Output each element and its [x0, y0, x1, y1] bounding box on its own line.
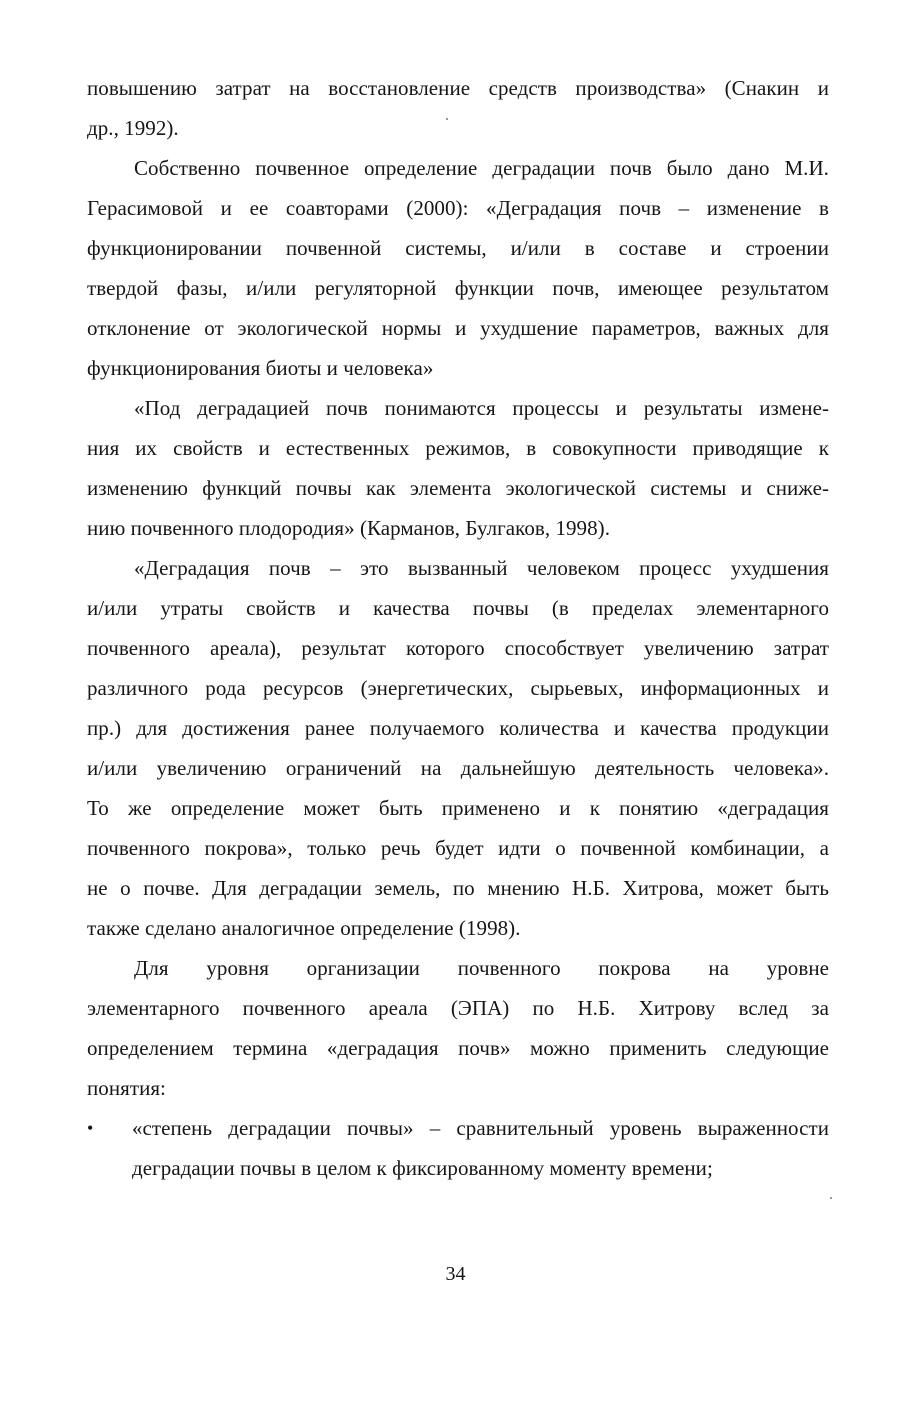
- text-line: понятия:: [87, 1076, 166, 1100]
- text-line: и/или увеличению ограничений на дальнейшую деятельность человека».: [87, 756, 829, 780]
- text-line: почвенного ареала), результат которого способствует увеличению затрат: [87, 636, 829, 660]
- scan-speck: [830, 1197, 832, 1199]
- scan-speck: [446, 118, 448, 120]
- text-line: почвенного покрова», только речь будет идти о почвенной комбинации, а: [87, 836, 829, 860]
- text-line: ния их свойств и естественных режимов, в совокупности приводящие к: [87, 436, 829, 460]
- text-line: различного рода ресурсов (энергетических, сырьевых, информационных и: [87, 676, 829, 700]
- page-number: 34: [445, 1263, 466, 1285]
- text-line: др., 1992).: [87, 116, 179, 140]
- text-line: элементарного почвенного ареала (ЭПА) по Н.Б. Хитрову вслед за: [87, 996, 829, 1020]
- text-line: определением термина «деградация почв» можно применить следующие: [87, 1036, 829, 1060]
- page-body: [87, 68, 829, 1108]
- text-line: То же определение может быть применено и к понятию «деградация: [87, 796, 829, 820]
- text-line: повышению затрат на восстановление средств производства» (Снакин и: [87, 76, 829, 100]
- text-line: отклонение от экологической нормы и ухудшение параметров, важных для: [87, 316, 829, 340]
- text-line: изменению функций почвы как элемента экологической системы и сниже-: [87, 476, 829, 500]
- text-line: и/или утраты свойств и качества почвы (в пределах элементарного: [87, 596, 829, 620]
- text-line: Для уровня организации почвенного покрова на уровне: [134, 956, 829, 980]
- bullet-text-line: [87, 1148, 829, 1188]
- text-line: не о почве. Для деградации земель, по мнению Н.Б. Хитрова, может быть: [87, 876, 829, 900]
- bullet-line-text: «степень деградации почвы» – сравнительный уровень выраженности: [132, 1116, 829, 1140]
- bullet-text-line: [87, 1108, 829, 1148]
- text-line: функционировании почвенной системы, и/или в составе и строении: [87, 236, 829, 260]
- bullet-line-text: деградации почвы в целом к фиксированному моменту времени;: [132, 1156, 713, 1180]
- text-line: пр.) для достижения ранее получаемого количества и качества продукции: [87, 716, 829, 740]
- text-line: функционирования биоты и человека»: [87, 356, 434, 380]
- text-line: «Под деградацией почв понимаются процессы и результаты измене-: [134, 396, 829, 420]
- bullet-icon: •: [87, 1118, 94, 1138]
- text-line: Герасимовой и ее соавторами (2000): «Деградация почв – изменение в: [87, 196, 829, 220]
- text-line: также сделано аналогичное определение (1998).: [87, 916, 521, 940]
- text-line: Собственно почвенное определение деградации почв было дано М.И.: [134, 156, 829, 180]
- text-line: твердой фазы, и/или регуляторной функции почв, имеющее результатом: [87, 276, 829, 300]
- text-line: нию почвенного плодородия» (Карманов, Булгаков, 1998).: [87, 516, 610, 540]
- text-line: «Деградация почв – это вызванный человеком процесс ухудшения: [134, 556, 829, 580]
- bullet-list: [87, 1108, 829, 1188]
